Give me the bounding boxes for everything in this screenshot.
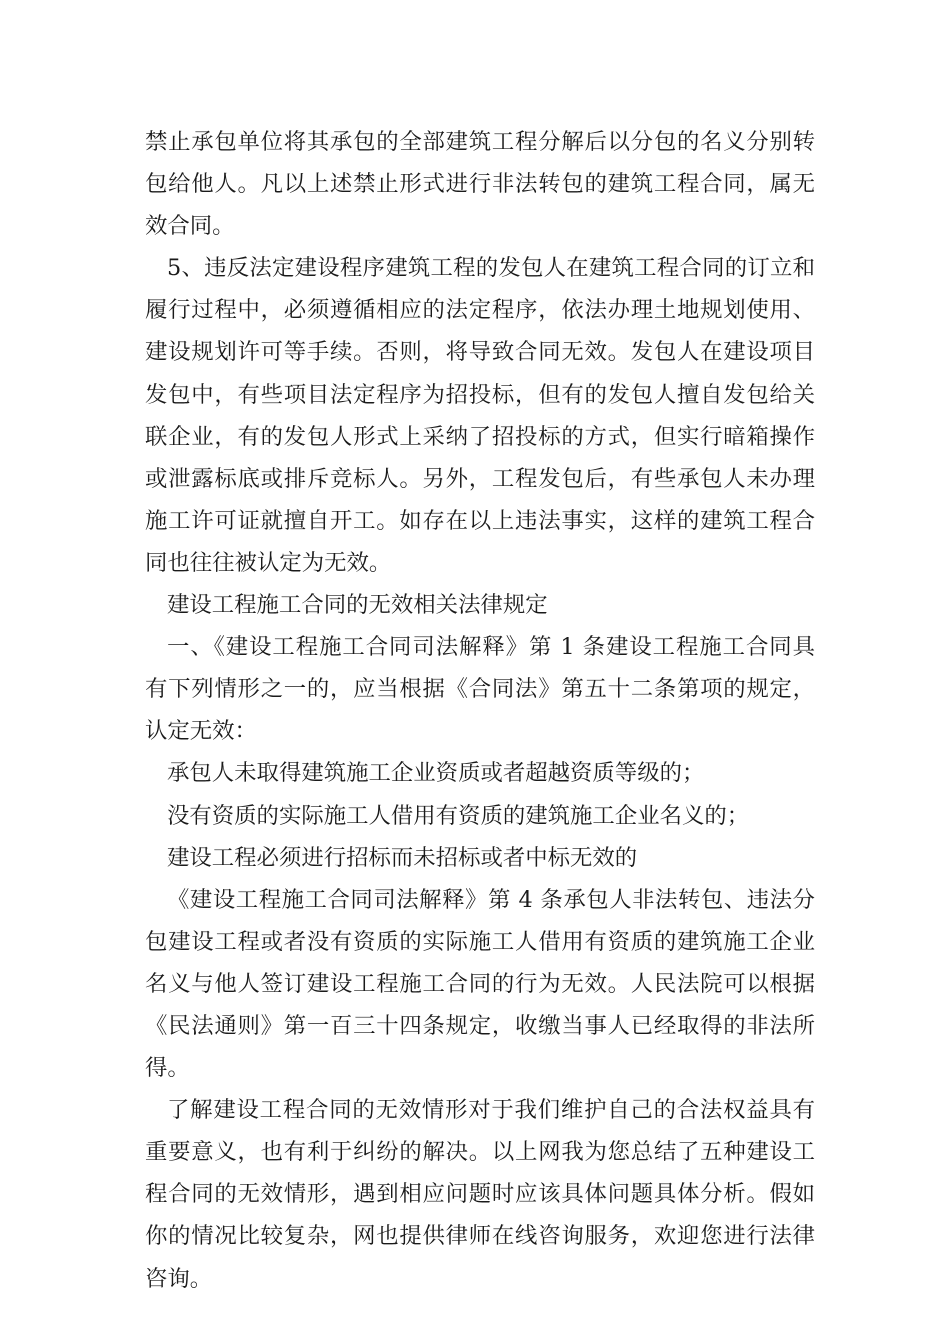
text-line: 建设工程必须进行招标而未招标或者中标无效的	[167, 844, 638, 871]
text-line: 《民法通则》第一百三十四条规定，收缴当事人已经取得的非法所	[145, 1012, 815, 1039]
text-line: 名义与他人签订建设工程施工合同的行为无效。人民法院可以根据	[145, 970, 815, 997]
text-line: 认定无效：	[145, 718, 257, 745]
text-line: 得。	[145, 1055, 190, 1082]
text-line: 履行过程中，必须遵循相应的法定程序，依法办理土地规划使用、	[145, 297, 815, 324]
text-line: 你的情况比较复杂，网也提供律师在线咨询服务，欢迎您进行法律	[145, 1223, 815, 1250]
text-line: 施工许可证就擅自开工。如存在以上违法事实，这样的建筑工程合	[145, 507, 815, 534]
text-line: 禁止承包单位将其承包的全部建筑工程分解后以分包的名义分别转	[145, 129, 815, 155]
text-line: 咨询。	[145, 1265, 213, 1292]
text-line: 《建设工程施工合同司法解释》第 4 条承包人非法转包、违法分	[167, 886, 815, 913]
text-line: 承包人未取得建筑施工企业资质或者超越资质等级的；	[167, 760, 705, 787]
text-line: 5、违反法定建设程序建筑工程的发包人在建筑工程合同的订立和	[167, 255, 815, 282]
text-line: 建设规划许可等手续。否则，将导致合同无效。发包人在建设项目	[145, 339, 815, 366]
text-line: 建设工程施工合同的无效相关法律规定	[167, 592, 548, 619]
text-line: 效合同。	[145, 213, 235, 240]
text-line: 或泄露标底或排斥竞标人。另外，工程发包后，有些承包人未办理	[145, 465, 815, 492]
text-line: 发包中，有些项目法定程序为招投标，但有的发包人擅自发包给关	[145, 381, 815, 408]
text-line: 了解建设工程合同的无效情形对于我们维护自己的合法权益具有	[167, 1097, 815, 1124]
text-line: 没有资质的实际施工人借用有资质的建筑施工企业名义的；	[167, 802, 750, 829]
text-line: 一、《建设工程施工合同司法解释》第 1 条建设工程施工合同具	[167, 634, 815, 661]
text-line: 重要意义，也有利于纠纷的解决。以上网我为您总结了五种建设工	[145, 1139, 815, 1166]
document-body	[145, 121, 815, 1300]
text-line: 联企业，有的发包人形式上采纳了招投标的方式，但实行暗箱操作	[145, 423, 815, 450]
text-line: 有下列情形之一的，应当根据《合同法》第五十二条第项的规定，	[145, 676, 815, 703]
text-line: 同也往往被认定为无效。	[145, 549, 392, 576]
text-line: 程合同的无效情形，遇到相应问题时应该具体问题具体分析。假如	[145, 1181, 815, 1208]
text-line: 包给他人。凡以上述禁止形式进行非法转包的建筑工程合同，属无	[145, 171, 815, 198]
text-line: 包建设工程或者没有资质的实际施工人借用有资质的建筑施工企业	[145, 928, 815, 955]
